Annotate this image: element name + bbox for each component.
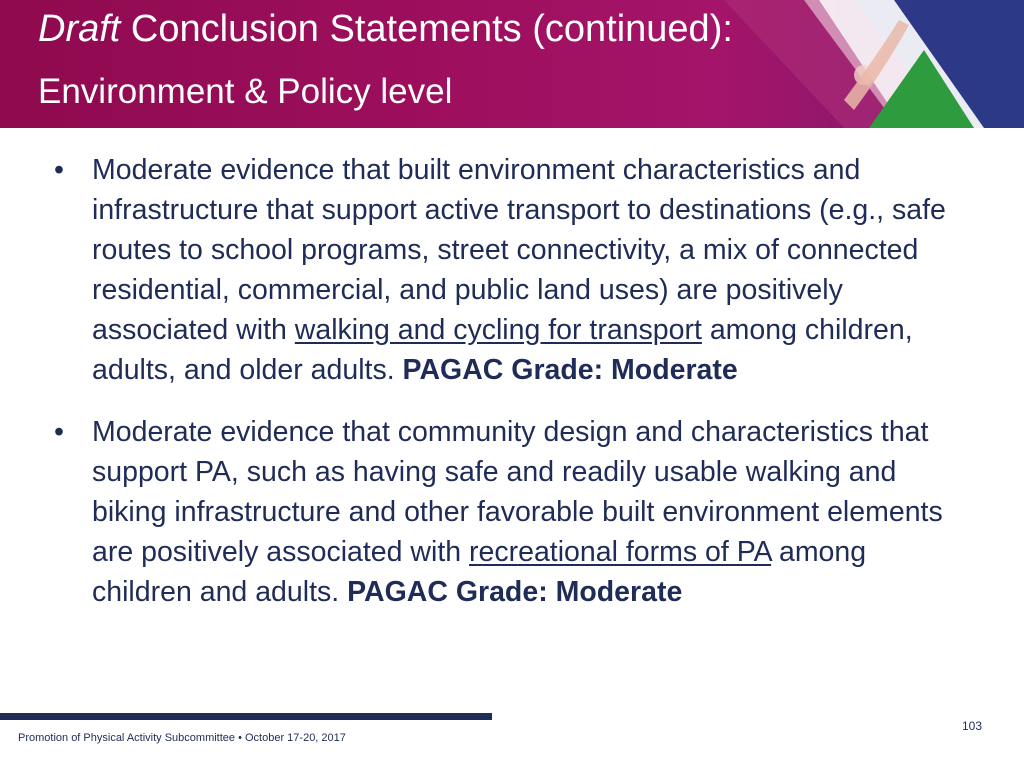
title-rest: Conclusion Statements (continued): — [120, 8, 733, 50]
title-italic: Draft — [38, 8, 121, 50]
bullet-text-after: among children, adults, and older adults. — [92, 314, 913, 386]
title-banner — [0, 0, 1024, 128]
bullet-grade: PAGAC Grade: Moderate — [402, 354, 738, 386]
footer-divider — [0, 713, 492, 720]
bullet-text: Moderate evidence that built environment characteristics and infrastructure that support active transport to destinations (e.g., safe routes to school programs, street connectivity, a mix of connected residential, commercial, and public land uses) are positively associated with — [92, 154, 946, 346]
page-number: 103 — [962, 719, 983, 733]
bullet-text-after: among children and adults. — [92, 536, 867, 608]
slide-subtitle: Environment & Policy level — [38, 72, 453, 111]
bullet-item-active-transport — [52, 150, 972, 390]
bullet-underlined-term: recreational forms of PA — [469, 536, 772, 568]
footer-text: Promotion of Physical Activity Subcommittee • October 17-20, 2017 — [18, 732, 346, 744]
bullet-underlined-term: walking and cycling for transport — [294, 314, 702, 346]
bullet-grade: PAGAC Grade: Moderate — [347, 576, 683, 608]
bullet-icon: • — [54, 154, 64, 186]
slide-title — [38, 8, 733, 51]
bullet-text: Moderate evidence that community design and characteristics that support PA, such as having safe and readily usable walking and biking infrastructure and other favorable built environment elements are positively associated with — [92, 416, 943, 568]
decorative-banner-art — [724, 0, 1024, 128]
bullet-item-recreational-pa — [52, 412, 972, 612]
bullet-list — [52, 150, 972, 634]
bullet-icon: • — [54, 416, 64, 448]
